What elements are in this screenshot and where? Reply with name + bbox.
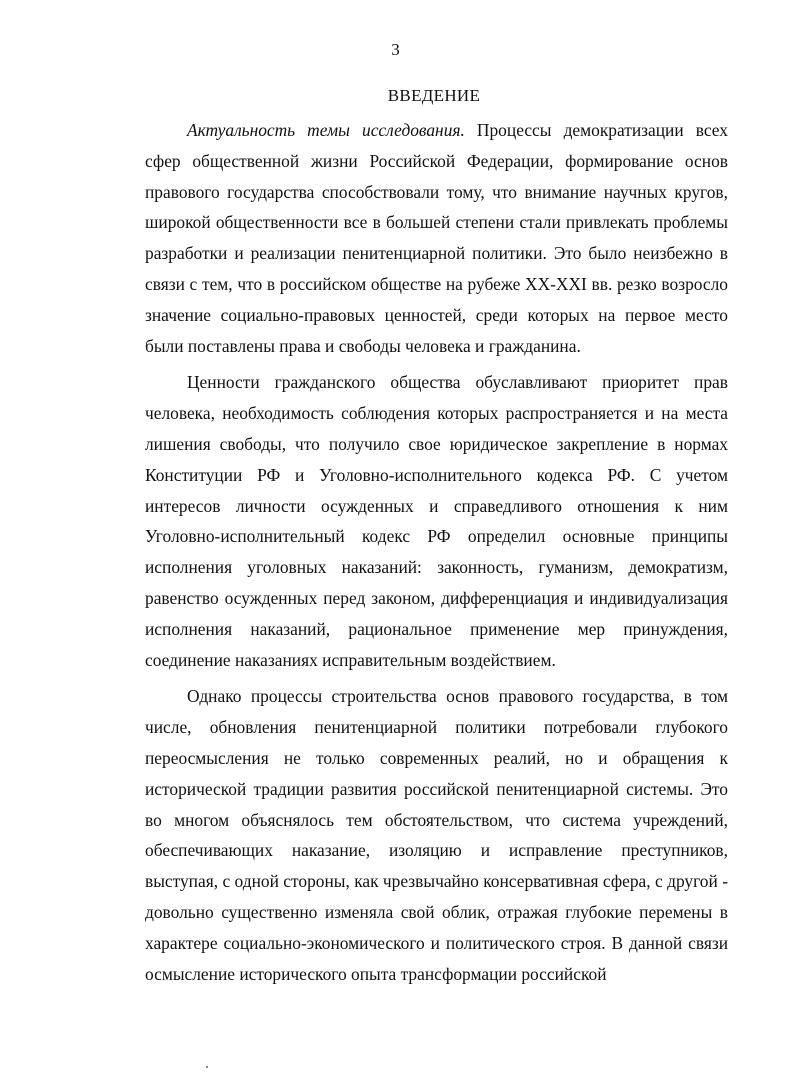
paragraph-rule-of-law (145, 681, 728, 989)
paragraph-relevance (145, 115, 728, 361)
scan-speck (206, 1066, 208, 1068)
paragraph-text: Процессы демократизации всех сфер общественной жизни Российской Федерации, формирование основ правового государства способствовали тому, что внимание научных кругов, широкой общественности все в большей степени стали привлекать проблемы разработки и реализации пенитенциарной политики. Это было неизбежно в связи с тем, что в российском обществе на рубеже XX-XXI вв. резко возросло значение социально-правовых ценностей, среди которых на первое место были поставлены права и свободы человека и гражданина. (145, 120, 728, 356)
page-number: 3 (391, 40, 400, 59)
section-heading: ВВЕДЕНИЕ (387, 86, 481, 105)
paragraph-text: Однако процессы строительства основ правового государства, в том числе, обновления пенитенциарной политики потребовали глубокого переосмысления не только современных реалий, но и обращения к исторической традиции развития российской пенитенциарной системы. Это во многом объяснялось тем обстоятельством, что система учреждений, обеспечивающих наказание, изоляцию и исправление преступников, выступая, с одной стороны, как чрезвычайно консервативная сфера, с другой - довольно существенно изменяла свой облик, отражая глубокие перемены в характере социально-экономического и политического строя. В данной связи осмысление исторического опыта трансформации российской (145, 686, 728, 984)
paragraph-civil-society (145, 367, 728, 675)
paragraph-text: Ценности гражданского общества обуславливают приоритет прав человека, необходимость соблюдения которых распространяется и на места лишения свободы, что получило свое юридическое закрепление в нормах Конституции РФ и Уголовно-исполнительного кодекса РФ. С учетом интересов личности осужденных и справедливого отношения к ним Уголовно-исполнительный кодекс РФ определил основные принципы исполнения уголовных наказаний: законность, гуманизм, демократизм, равенство осужденных перед законом, дифференциация и индивидуализация исполнения наказаний, рациональное применение мер принуждения, соединение наказаниях исправительным воздействием. (145, 372, 728, 670)
body-text (145, 115, 728, 989)
paragraph-lead-italic: Актуальность темы исследования. (187, 120, 465, 140)
